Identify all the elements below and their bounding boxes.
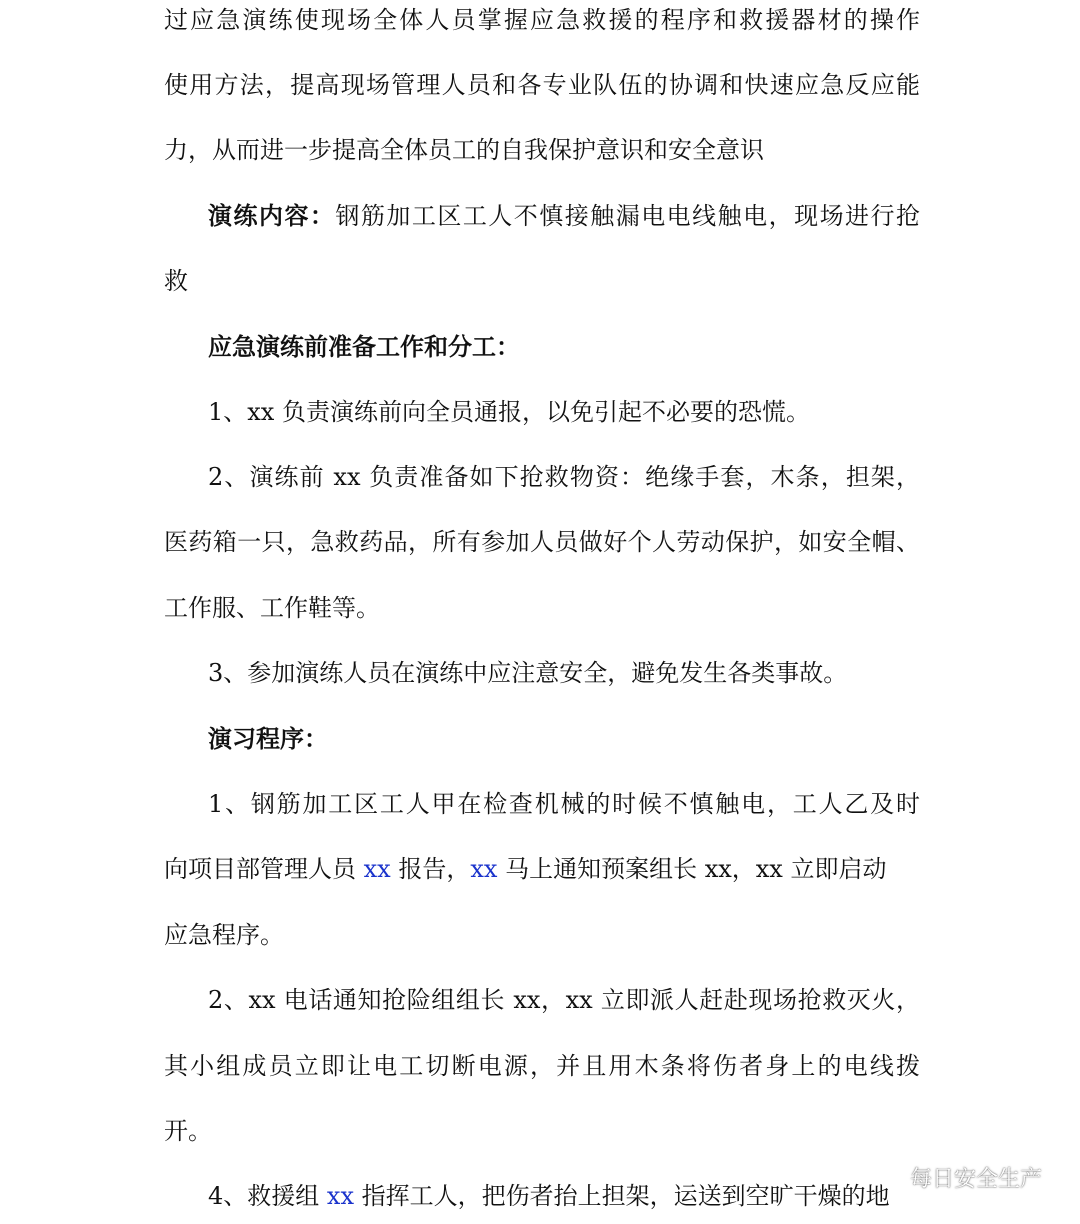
procedure-item-1-line-1: 1、钢筋加工区工人甲在检查机械的时候不慎触电，工人乙及时	[208, 790, 920, 818]
prep-item-2-line-3: 工作服、工作鞋等。	[164, 594, 380, 622]
paragraph-purpose-line-1: 过应急演练使现场全体人员掌握应急救援的程序和救援器材的操作	[164, 6, 920, 34]
content-text: 钢筋加工区工人不慎接触漏电电线触电，现场进行抢	[335, 202, 921, 230]
procedure-text: 4、救援组	[208, 1182, 327, 1210]
paragraph-purpose-line-3: 力，从而进一步提高全体员工的自我保护意识和安全意识	[164, 136, 764, 164]
prep-item-3: 3、参加演练人员在演练中应注意安全，避免发生各类事故。	[208, 659, 848, 687]
watermark-text: 每日安全生产	[909, 1166, 1042, 1192]
person-link-2: xx	[470, 855, 498, 883]
prep-heading: 应急演练前准备工作和分工：	[208, 332, 520, 361]
procedure-text: 向项目部管理人员	[164, 855, 364, 883]
content-paragraph-line-2: 救	[164, 267, 188, 295]
procedure-item-1-line-3: 应急程序。	[164, 921, 284, 949]
procedure-item-2-line-1: 2、xx 电话通知抢险组组长 xx，xx 立即派人赶赴现场抢救灭火，	[208, 986, 920, 1014]
procedure-item-2-line-2: 其小组成员立即让电工切断电源，并且用木条将伤者身上的电线拨	[164, 1052, 920, 1080]
procedure-item-1-line-2	[164, 849, 920, 889]
procedure-text: 马上通知预案组长 xx，xx 立即启动	[497, 855, 887, 883]
content-paragraph-line-1	[164, 196, 920, 236]
person-link-3: xx	[326, 1182, 354, 1210]
procedure-item-4-line-1	[164, 1176, 920, 1216]
prep-item-2-line-2: 医药箱一只，急救药品，所有参加人员做好个人劳动保护，如安全帽、	[164, 528, 920, 556]
procedure-item-2-line-3: 开。	[164, 1117, 212, 1145]
procedure-text: 指挥工人，把伤者抬上担架，运送到空旷干燥的地	[353, 1182, 890, 1210]
prep-item-1: 1、xx 负责演练前向全员通报，以免引起不必要的恐慌。	[208, 398, 810, 426]
procedure-heading: 演习程序：	[208, 724, 328, 753]
paragraph-purpose-line-2: 使用方法，提高现场管理人员和各专业队伍的协调和快速应急反应能	[164, 71, 920, 99]
content-heading: 演练内容：	[208, 201, 336, 230]
person-link-1: xx	[363, 855, 391, 883]
prep-item-2-line-1: 2、演练前 xx 负责准备如下抢救物资：绝缘手套，木条，担架，	[208, 463, 920, 491]
procedure-text: 报告，	[390, 855, 471, 883]
